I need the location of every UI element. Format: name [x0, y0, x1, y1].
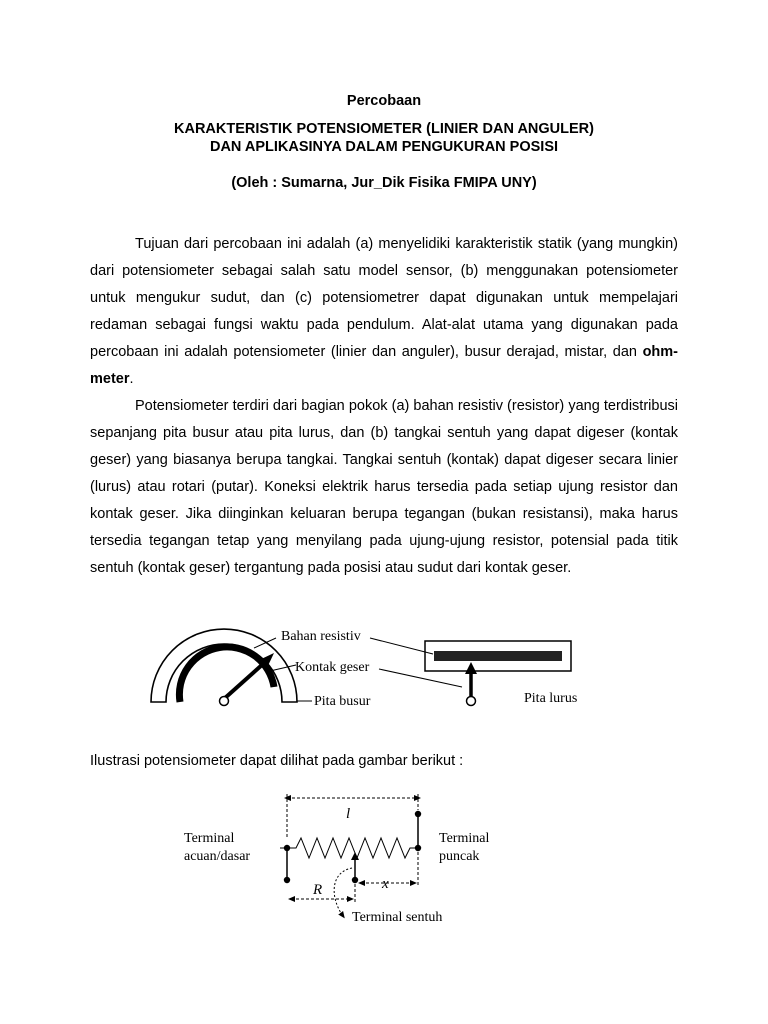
paragraph-1-end: . — [129, 371, 134, 387]
top-terminal — [415, 811, 421, 817]
label-x: x — [382, 876, 389, 892]
title-line-1: KARAKTERISTIK POTENSIOMETER (LINIER DAN ANGULER) — [174, 121, 594, 137]
label-terminal-puncak-2: puncak — [439, 849, 480, 864]
angular-pivot — [220, 697, 229, 706]
label-pita-lurus: Pita lurus — [524, 691, 578, 706]
potentiometer-figure — [0, 615, 768, 725]
label-bahan-resistiv: Bahan resistiv — [281, 629, 361, 644]
potentiometer-circuit-figure — [0, 780, 768, 930]
paragraph-2: Potensiometer terdiri dari bagian pokok (a) bahan resistiv (resistor) yang terdistribusi sepanjang pita busur atau pita lurus, dan (b) tangkai sentuh yang dapat digeser (kontak geser) yang biasanya berupa tangkai. Tangkai sentuh (kontak) dapat digeser secara linier (lurus) atau rotari (putar). Koneksi elektrik harus tersedia pada setiap ujung resistor dan kontak geser. Jika diinginkan keluaran berupa tegangan (bukan resistansi), maka harus tersedia tegangan tetap yang menyilang pada ujung-ujung resistor, potensial pada titik sentuh (kontak geser) tergantung pada posisi atau sudut dari kontak geser. — [90, 398, 678, 576]
linear-terminal — [467, 697, 476, 706]
label-pita-busur: Pita busur — [314, 694, 371, 709]
paragraph-3: Ilustrasi potensiometer dapat dilihat pada gambar berikut : — [90, 753, 464, 769]
linear-resistor — [434, 651, 562, 661]
arc-outer-band — [151, 629, 297, 702]
experiment-label: Percobaan — [346, 93, 422, 109]
label-terminal-puncak-1: Terminal — [439, 831, 490, 846]
ohm-meter-bold: ohm-meter — [90, 344, 678, 387]
label-terminal-sentuh: Terminal sentuh — [352, 910, 443, 925]
resistive-arc — [179, 647, 274, 702]
linear-wiper-tip — [465, 662, 477, 674]
label-terminal-acuan-1: Terminal — [184, 831, 235, 846]
angular-wiper — [225, 664, 263, 698]
reference-terminal — [284, 877, 290, 883]
title-line-2: DAN APLIKASINYA DALAM PENGUKURAN POSISI — [209, 139, 559, 155]
label-terminal-acuan-2: acuan/dasar — [184, 849, 251, 864]
wiper-terminal — [352, 877, 358, 883]
author-line: (Oleh : Sumarna, Jur_Dik Fisika FMIPA UNY) — [231, 175, 537, 191]
paragraph-1 — [90, 231, 678, 393]
body-text — [90, 231, 678, 582]
paragraph-1-text: Tujuan dari percobaan ini adalah (a) menyelidiki karakteristik statik (yang mungkin) dari potensiometer sebagai salah satu model sensor, (b) menggunakan potensiometer untuk mengukur sudut, dan (c) potensiometrer dapat digunakan untuk mempelajari redaman sebagai fungsi waktu pada pendulum. Alat-alat utama yang digunakan pada percobaan ini adalah potensiometer (linier dan anguler), busur derajad, mistar, dan — [90, 236, 678, 360]
label-R: R — [313, 882, 323, 898]
resistor-zigzag — [287, 838, 418, 858]
label-l: l — [346, 806, 351, 822]
label-kontak-geser: Kontak geser — [295, 660, 370, 675]
